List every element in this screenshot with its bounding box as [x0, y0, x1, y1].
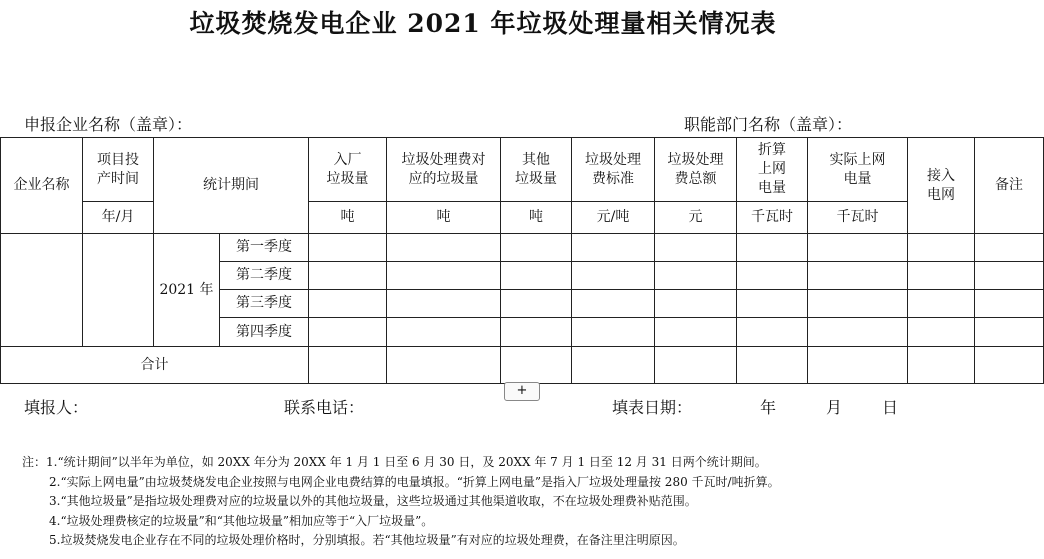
cell[interactable] [309, 347, 387, 384]
header-actual: 实际上网 电量 [808, 138, 908, 202]
cell[interactable] [655, 290, 737, 318]
header-company: 企业名称 [1, 138, 83, 234]
date-label: 填表日期： [612, 398, 693, 417]
header-grid: 接入 电网 [908, 138, 975, 234]
cell[interactable] [309, 318, 387, 347]
filler-label: 填报人： [24, 398, 89, 417]
cell[interactable] [737, 234, 808, 262]
unit-fee-standard: 元/吨 [572, 202, 655, 234]
cell[interactable] [572, 318, 655, 347]
cell[interactable] [309, 262, 387, 290]
cell[interactable] [655, 234, 737, 262]
quarter-label: 第三季度 [220, 290, 309, 318]
unit-intake: 吨 [309, 202, 387, 234]
date-day: 日 [882, 398, 899, 417]
header-fee-total: 垃圾处理 费总额 [655, 138, 737, 202]
cell[interactable] [737, 318, 808, 347]
cell-start-time[interactable] [83, 234, 154, 347]
add-row-button[interactable]: + [504, 382, 540, 401]
page-title: 垃圾焚烧发电企业 2021 年垃圾处理量相关情况表 [189, 9, 777, 38]
header-intake: 入厂 垃圾量 [309, 138, 387, 202]
cell[interactable] [908, 234, 975, 262]
cell[interactable] [501, 262, 572, 290]
cell[interactable] [387, 318, 501, 347]
note-line: 2.“实际上网电量”由垃圾焚烧发电企业按照与电网企业电费结算的电量填报。“折算上网电量”是指入厂垃圾处理量按 280 千瓦时/吨折算。 [49, 474, 780, 489]
total-row [1, 347, 1044, 384]
unit-fee-total: 元 [655, 202, 737, 234]
cell[interactable] [572, 262, 655, 290]
year-cell: 2021 年 [154, 234, 220, 347]
quarter-label: 第一季度 [220, 234, 309, 262]
header-start-time: 项目投 产时间 [83, 138, 154, 202]
table-row [1, 234, 1044, 262]
header-period: 统计期间 [154, 138, 309, 234]
cell[interactable] [975, 290, 1044, 318]
cell[interactable] [572, 290, 655, 318]
cell[interactable] [737, 290, 808, 318]
header-fee-amount: 垃圾处理费对 应的垃圾量 [387, 138, 501, 202]
note-line: 4.“垃圾处理费核定的垃圾量”和“其他垃圾量”相加应等于“入厂垃圾量”。 [49, 513, 434, 528]
department-label: 职能部门名称（盖章）： [684, 115, 853, 134]
cell[interactable] [975, 318, 1044, 347]
header-converted: 折算 上网 电量 [737, 138, 808, 202]
note-line: 注：1.“统计期间”以半年为单位，如 20XX 年分为 20XX 年 1 月 1 日至 6 月 30 日，及 20XX 年 7 月 1 日至 12 月 31 日两个统计期间。 [22, 455, 767, 469]
cell[interactable] [908, 290, 975, 318]
cell[interactable] [387, 347, 501, 384]
cell[interactable] [737, 347, 808, 384]
unit-actual: 千瓦时 [808, 202, 908, 234]
total-label: 合计 [1, 347, 309, 384]
quarter-label: 第二季度 [220, 262, 309, 290]
cell[interactable] [975, 347, 1044, 384]
cell[interactable] [975, 262, 1044, 290]
cell[interactable] [655, 347, 737, 384]
cell[interactable] [309, 234, 387, 262]
cell[interactable] [808, 262, 908, 290]
phone-label: 联系电话： [284, 398, 365, 417]
cell[interactable] [572, 234, 655, 262]
cell[interactable] [387, 290, 501, 318]
cell[interactable] [808, 318, 908, 347]
header-other: 其他 垃圾量 [501, 138, 572, 202]
cell[interactable] [501, 347, 572, 384]
cell[interactable] [309, 290, 387, 318]
cell[interactable] [387, 234, 501, 262]
notes [22, 453, 780, 551]
note-line: 3.“其他垃圾量”是指垃圾处理费对应的垃圾量以外的其他垃圾量，这些垃圾通过其他渠道收取，不在垃圾处理费补贴范围。 [49, 494, 697, 508]
cell[interactable] [908, 262, 975, 290]
cell[interactable] [572, 347, 655, 384]
unit-other: 吨 [501, 202, 572, 234]
cell[interactable] [808, 234, 908, 262]
header-fee-standard: 垃圾处理 费标准 [572, 138, 655, 202]
unit-converted: 千瓦时 [737, 202, 808, 234]
cell[interactable] [655, 318, 737, 347]
cell[interactable] [808, 347, 908, 384]
unit-start-time: 年/月 [83, 202, 154, 234]
cell[interactable] [501, 318, 572, 347]
cell[interactable] [501, 290, 572, 318]
cell[interactable] [975, 234, 1044, 262]
quarter-label: 第四季度 [220, 318, 309, 347]
header-remark: 备注 [975, 138, 1044, 234]
date-year: 年 [760, 398, 777, 417]
cell[interactable] [387, 262, 501, 290]
note-line: 5.垃圾焚烧发电企业存在不同的垃圾处理价格时，分别填报。若“其他垃圾量”有对应的垃圾处理费，在备注里注明原因。 [49, 533, 685, 547]
cell[interactable] [737, 262, 808, 290]
cell-company[interactable] [1, 234, 83, 347]
cell[interactable] [501, 234, 572, 262]
unit-fee-amount: 吨 [387, 202, 501, 234]
cell[interactable] [808, 290, 908, 318]
date-month: 月 [826, 398, 843, 417]
report-table [0, 137, 1044, 384]
company-name-label: 申报企业名称（盖章）： [24, 115, 193, 134]
cell[interactable] [908, 318, 975, 347]
cell[interactable] [908, 347, 975, 384]
cell[interactable] [655, 262, 737, 290]
